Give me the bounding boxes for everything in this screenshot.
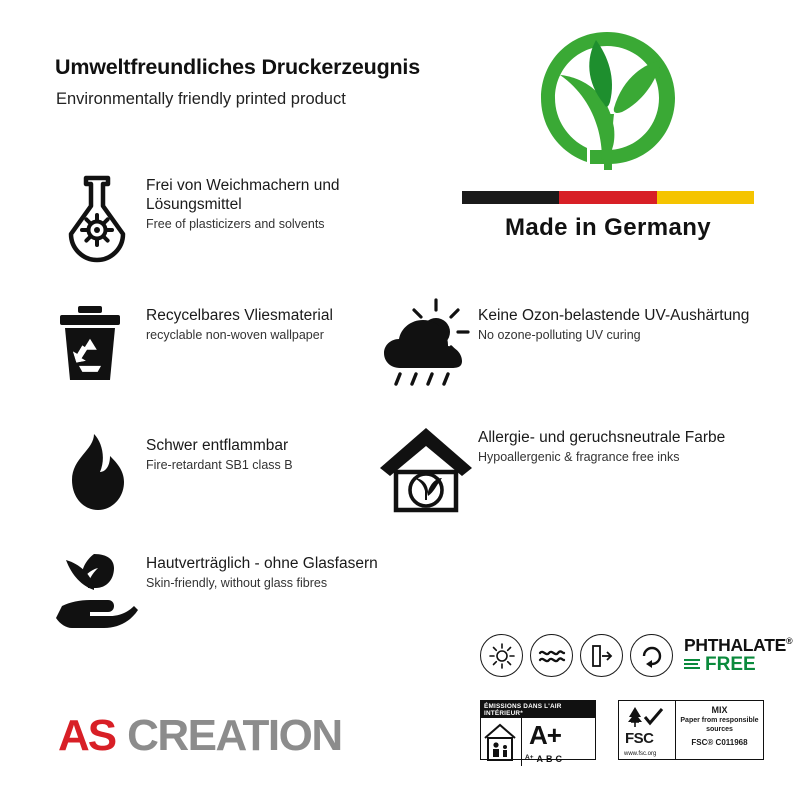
emissions-top-text: ÉMISSIONS DANS L'AIR INTÉRIEUR* xyxy=(481,701,595,718)
feature-label-en: Free of plasticizers and solvents xyxy=(146,217,325,231)
page-subtitle: Environmentally friendly printed product xyxy=(56,90,346,108)
strippable-icon xyxy=(580,634,623,677)
brand-creation: CREATION xyxy=(127,711,342,760)
emissions-scale-3: C xyxy=(555,754,562,764)
feature-label-de: Frei von Weichmachern und Lösungsmittel xyxy=(146,177,340,213)
feature-text xyxy=(478,428,778,465)
hand-with-leaf-icon xyxy=(50,546,146,642)
feature-label-en: Skin-friendly, without glass fibres xyxy=(146,576,328,590)
feature-label-en: recyclable non-woven wallpaper xyxy=(146,328,324,342)
emissions-scale-2: B xyxy=(546,754,553,764)
phthalate-free-mark xyxy=(684,634,793,676)
feature-label-de: Recycelbares Vliesmaterial xyxy=(146,307,333,324)
page-title: Umweltfreundliches Druckerzeugnis xyxy=(55,55,420,79)
flask-with-gear-icon xyxy=(50,168,146,264)
phthalate-lines-icon xyxy=(684,658,702,671)
brand-logo xyxy=(58,711,342,760)
feature-label-en: No ozone-polluting UV curing xyxy=(478,328,641,342)
fsc-mark: FSC xyxy=(625,730,654,747)
washable-waves-icon xyxy=(530,634,573,677)
feature-text xyxy=(146,554,416,591)
feature-label-de: Schwer entflammbar xyxy=(146,437,289,454)
german-flag xyxy=(462,191,754,204)
made-in-germany-block xyxy=(462,28,762,248)
emissions-scale-1: A xyxy=(536,754,543,764)
feature-text xyxy=(478,306,778,343)
two-leaves-circle-icon xyxy=(530,28,685,183)
certification-icon-row xyxy=(480,634,792,677)
feature-text xyxy=(146,176,416,232)
feature-label-en: Hypoallergenic & fragrance free inks xyxy=(478,450,680,464)
fsc-description: Paper from responsible sources xyxy=(680,717,759,733)
fsc-code: FSC® C011968 xyxy=(691,738,748,747)
feature-label-en: Fire-retardant SB1 class B xyxy=(146,458,293,472)
emissions-grade: A+ xyxy=(529,720,561,750)
house-with-leaf-icon xyxy=(374,420,470,516)
indoor-air-emission-icon xyxy=(481,718,522,766)
flame-icon xyxy=(50,428,146,524)
feature-label-de: Allergie- und geruchsneutrale Farbe xyxy=(478,429,726,446)
emissions-scale-0: A+ xyxy=(525,754,534,761)
emissions-scale xyxy=(525,754,562,764)
phthalate-line1: PHTHALATE xyxy=(684,634,786,655)
fsc-label xyxy=(618,700,764,760)
lightfastness-sun-icon xyxy=(480,634,523,677)
made-in-germany-caption: Made in Germany xyxy=(504,214,712,241)
phthalate-line2: FREE xyxy=(705,654,756,676)
brand-as: AS xyxy=(58,711,116,760)
feature-label-de: Keine Ozon-belastende UV-Aushärtung xyxy=(478,307,750,324)
sun-cloud-rain-icon xyxy=(374,298,470,394)
fsc-tree-checkmark-icon xyxy=(625,705,669,731)
indoor-air-emissions-label xyxy=(480,700,596,764)
registered-mark: ® xyxy=(785,635,793,646)
recycle-arrow-icon xyxy=(630,634,673,677)
feature-label-de: Hautverträglich - ohne Glasfasern xyxy=(146,555,378,572)
fsc-url: www.fsc.org xyxy=(624,751,657,757)
recycling-bin-icon xyxy=(50,298,146,394)
fsc-mix-title: MIX xyxy=(711,705,728,715)
